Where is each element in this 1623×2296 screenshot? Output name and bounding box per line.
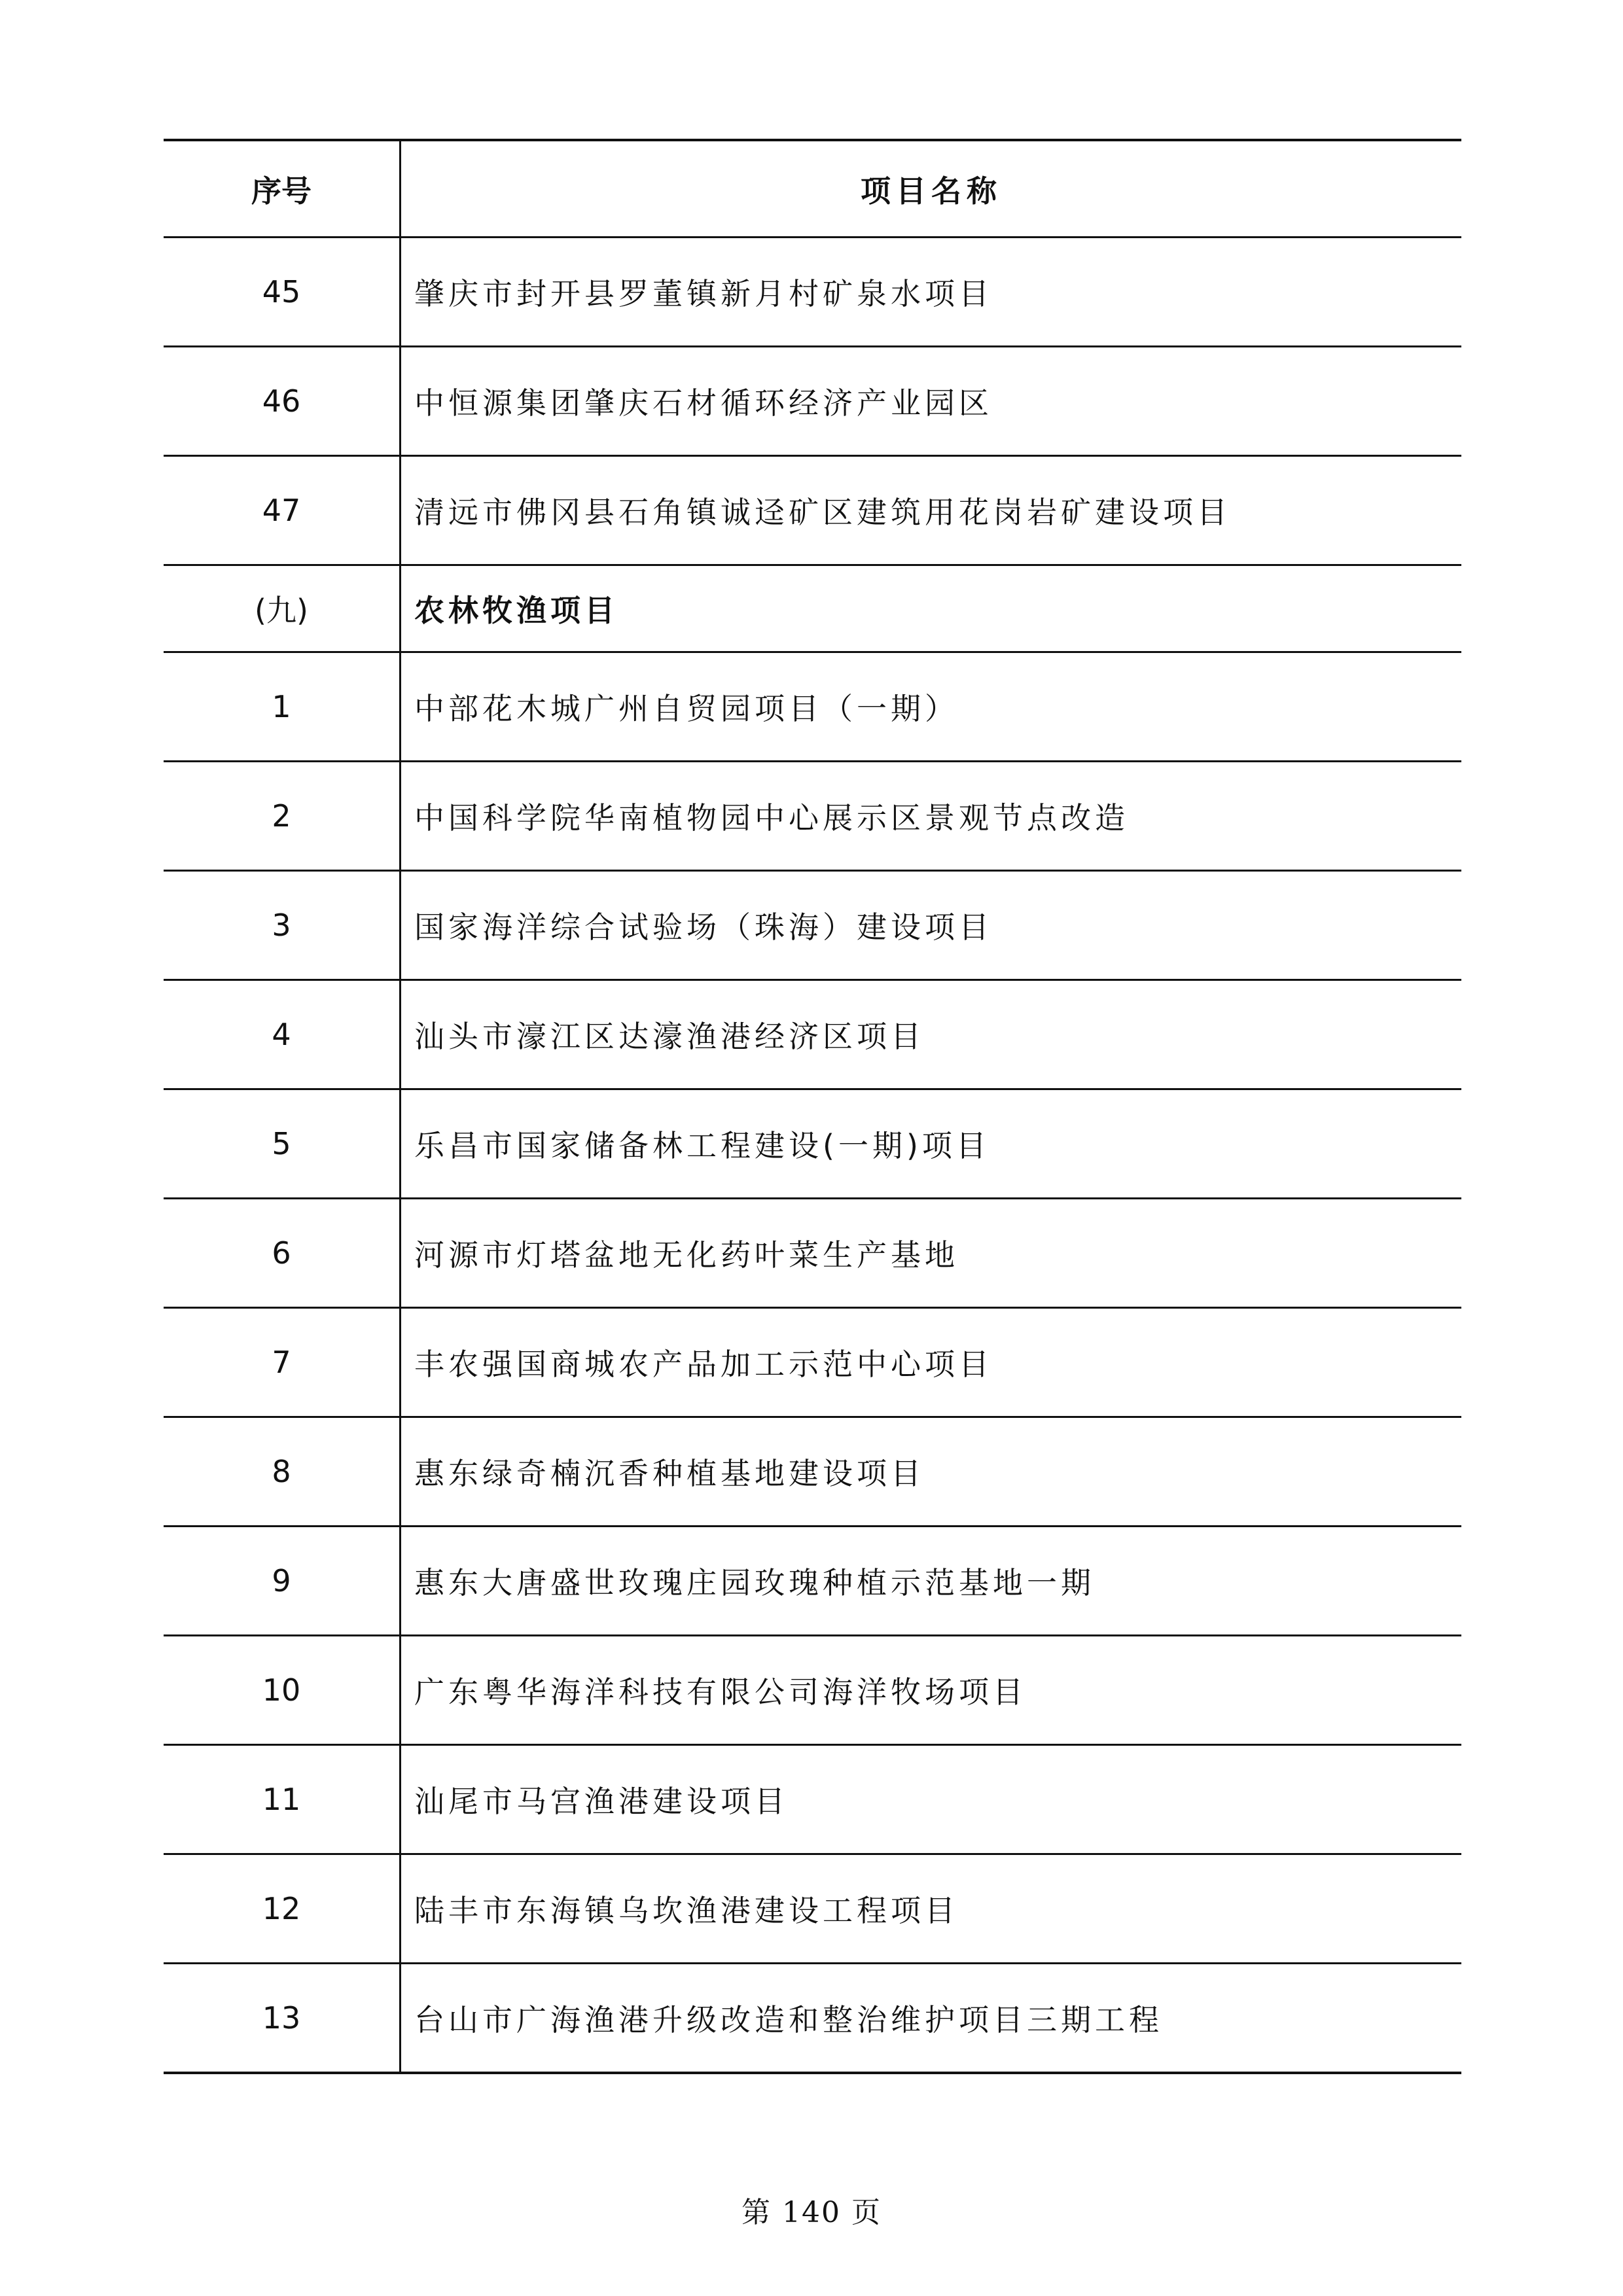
row-serial-number: 45: [164, 238, 401, 345]
table-row: [164, 1636, 1461, 1746]
row-serial-number: 5: [164, 1090, 401, 1197]
row-serial-number: 7: [164, 1309, 401, 1416]
section-header-row: [164, 566, 1461, 653]
row-project-name: 丰农强国商城农产品加工示范中心项目: [414, 1347, 993, 1382]
row-serial-number: 2: [164, 762, 401, 870]
row-project-name: 国家海洋综合试验场（珠海）建设项目: [414, 910, 993, 945]
row-serial-number: 6: [164, 1199, 401, 1307]
row-project-name: 台山市广海渔港升级改造和整治维护项目三期工程: [414, 2002, 1163, 2038]
table-row: [164, 1199, 1461, 1309]
row-project-name: 中恒源集团肇庆石材循环经济产业园区: [414, 385, 993, 421]
row-serial-number: 46: [164, 347, 401, 455]
row-serial-number: 10: [164, 1636, 401, 1744]
table-row: [164, 457, 1461, 566]
table-row: [164, 1090, 1461, 1199]
row-serial-number: 13: [164, 1964, 401, 2072]
table-row: [164, 1418, 1461, 1527]
row-project-name: 汕头市濠江区达濠渔港经济区项目: [414, 1019, 925, 1054]
row-project-name: 广东粤华海洋科技有限公司海洋牧场项目: [414, 1674, 1027, 1710]
row-serial-number: 4: [164, 981, 401, 1088]
section-number: (九): [164, 566, 401, 651]
row-serial-number: 11: [164, 1746, 401, 1853]
table-header-row: [164, 141, 1461, 238]
row-serial-number: 9: [164, 1527, 401, 1634]
row-project-name: 陆丰市东海镇乌坎渔港建设工程项目: [414, 1893, 959, 1928]
table-row: [164, 1309, 1461, 1418]
table-row: [164, 762, 1461, 872]
project-table: [164, 139, 1461, 2074]
row-project-name: 汕尾市马宫渔港建设项目: [414, 1784, 789, 1819]
table-row: [164, 1527, 1461, 1636]
row-project-name: 肇庆市封开县罗董镇新月村矿泉水项目: [414, 276, 993, 311]
table-row: [164, 653, 1461, 762]
row-serial-number: 12: [164, 1855, 401, 1962]
table-row: [164, 1746, 1461, 1855]
row-project-name: 乐昌市国家储备林工程建设(一期)项目: [414, 1128, 990, 1163]
table-row: [164, 1855, 1461, 1964]
section-title: 农林牧渔项目: [414, 593, 618, 628]
header-project-name: 项目名称: [861, 173, 1002, 209]
row-project-name: 惠东大唐盛世玫瑰庄园玫瑰种植示范基地一期: [414, 1565, 1095, 1600]
row-serial-number: 8: [164, 1418, 401, 1525]
row-project-name: 清远市佛冈县石角镇诚迳矿区建筑用花岗岩矿建设项目: [414, 495, 1231, 530]
row-serial-number: 1: [164, 653, 401, 760]
row-project-name: 惠东绿奇楠沉香种植基地建设项目: [414, 1456, 925, 1491]
row-project-name: 中国科学院华南植物园中心展示区景观节点改造: [414, 800, 1129, 836]
row-serial-number: 47: [164, 457, 401, 564]
row-project-name: 河源市灯塔盆地无化药叶菜生产基地: [414, 1237, 959, 1273]
table-row: [164, 981, 1461, 1090]
row-serial-number: 3: [164, 872, 401, 979]
table-row: [164, 347, 1461, 457]
row-project-name: 中部花木城广州自贸园项目（一期）: [414, 691, 959, 726]
table-row: [164, 872, 1461, 981]
table-row: [164, 238, 1461, 347]
header-serial-number: 序号: [164, 141, 401, 236]
page-number: 第 140 页: [741, 2196, 882, 2229]
table-row: [164, 1964, 1461, 2072]
